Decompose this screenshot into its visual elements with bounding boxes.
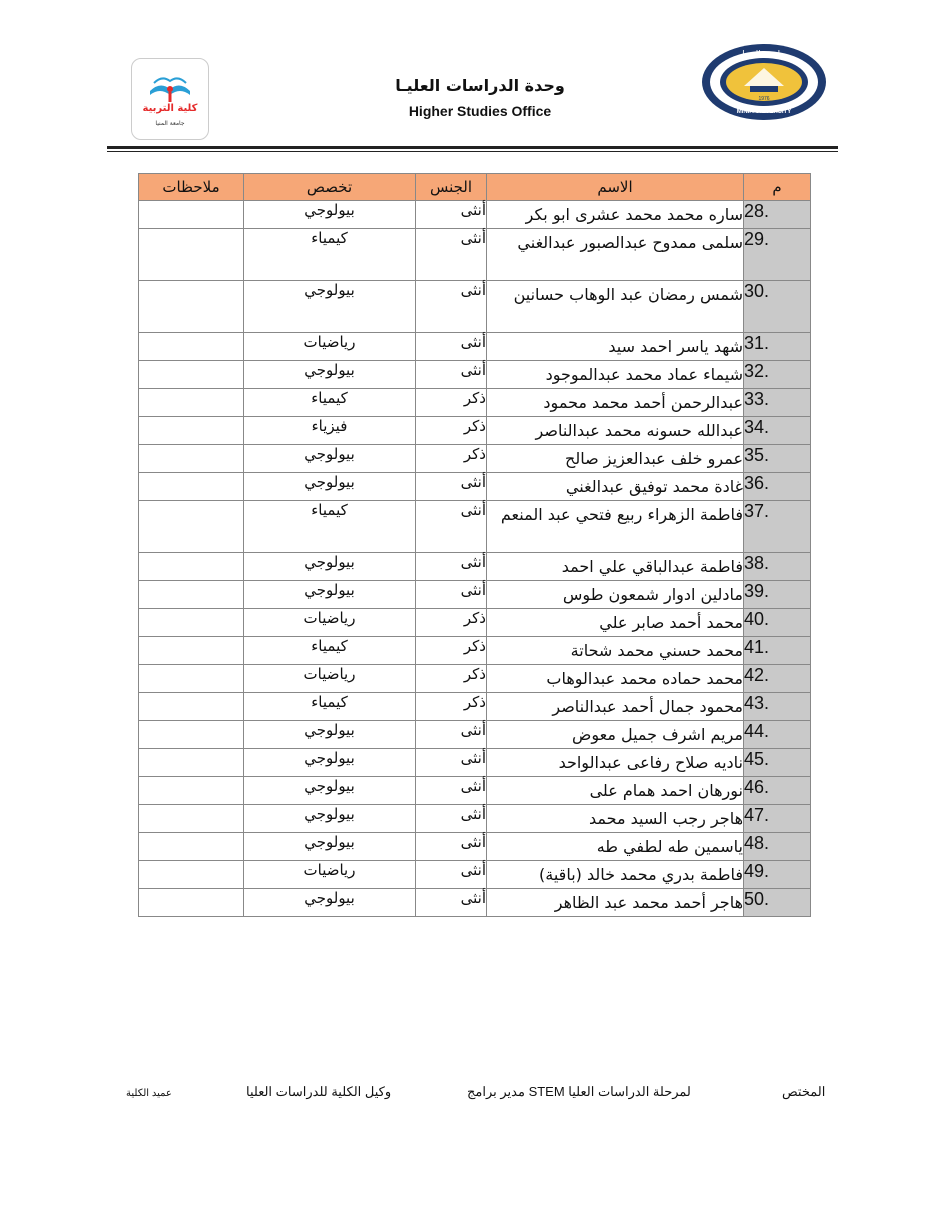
row-notes xyxy=(139,389,244,417)
row-name: شمس رمضان عبد الوهاب حسانين xyxy=(487,281,744,333)
row-gender: أنثى xyxy=(416,333,487,361)
row-number: 33. xyxy=(744,389,811,417)
row-number: 35. xyxy=(744,445,811,473)
row-name: محمد حماده محمد عبدالوهاب xyxy=(487,665,744,693)
row-gender: أنثى xyxy=(416,229,487,281)
table-row xyxy=(139,637,811,665)
row-number: 32. xyxy=(744,361,811,389)
row-gender: أنثى xyxy=(416,201,487,229)
row-gender: ذكر xyxy=(416,665,487,693)
row-name: ياسمين طه لطفي طه xyxy=(487,833,744,861)
table-row xyxy=(139,833,811,861)
row-name: عبدالرحمن أحمد محمد محمود xyxy=(487,389,744,417)
row-gender: ذكر xyxy=(416,417,487,445)
row-specialization: بيولوجي xyxy=(244,777,416,805)
table-row xyxy=(139,889,811,917)
row-number: 41. xyxy=(744,637,811,665)
row-number: 34. xyxy=(744,417,811,445)
row-number: 28. xyxy=(744,201,811,229)
row-specialization: بيولوجي xyxy=(244,749,416,777)
row-number: 43. xyxy=(744,693,811,721)
row-specialization: كيمياء xyxy=(244,229,416,281)
table-row xyxy=(139,389,811,417)
logo-left-title: كلية التربية xyxy=(142,103,198,114)
row-notes xyxy=(139,581,244,609)
header-divider-thin xyxy=(107,151,838,152)
row-specialization: كيمياء xyxy=(244,501,416,553)
row-notes xyxy=(139,201,244,229)
col-header-gender: الجنس xyxy=(416,174,487,201)
table-row xyxy=(139,201,811,229)
row-gender: أنثى xyxy=(416,281,487,333)
row-specialization: بيولوجي xyxy=(244,721,416,749)
row-notes xyxy=(139,637,244,665)
row-notes xyxy=(139,361,244,389)
signature-vice-dean: وكيل الكلية للدراسات العليا xyxy=(246,1084,392,1099)
row-number: 49. xyxy=(744,861,811,889)
col-header-number: م xyxy=(744,174,811,201)
row-name: نورهان احمد همام على xyxy=(487,777,744,805)
row-gender: أنثى xyxy=(416,749,487,777)
row-name: عمرو خلف عبدالعزيز صالح xyxy=(487,445,744,473)
row-name: فاطمة بدري محمد خالد (باقية) xyxy=(487,861,744,889)
row-name: مريم اشرف جميل معوض xyxy=(487,721,744,749)
row-name: فاطمة عبدالباقي علي احمد xyxy=(487,553,744,581)
row-gender: أنثى xyxy=(416,833,487,861)
row-specialization: بيولوجي xyxy=(244,889,416,917)
row-specialization: بيولوجي xyxy=(244,833,416,861)
row-notes xyxy=(139,805,244,833)
logo-right-english: MINIA UNIVERSITY xyxy=(736,109,792,115)
row-gender: ذكر xyxy=(416,609,487,637)
row-name: ناديه صلاح رفاعى عبدالواحد xyxy=(487,749,744,777)
col-header-name: الاسم xyxy=(487,174,744,201)
row-notes xyxy=(139,445,244,473)
row-notes xyxy=(139,501,244,553)
row-notes xyxy=(139,333,244,361)
row-notes xyxy=(139,609,244,637)
table-row xyxy=(139,805,811,833)
row-notes xyxy=(139,833,244,861)
table-row xyxy=(139,333,811,361)
row-specialization: رياضيات xyxy=(244,861,416,889)
row-gender: ذكر xyxy=(416,637,487,665)
row-number: 48. xyxy=(744,833,811,861)
row-specialization: رياضيات xyxy=(244,333,416,361)
row-specialization: بيولوجي xyxy=(244,201,416,229)
table-row xyxy=(139,417,811,445)
row-notes xyxy=(139,553,244,581)
row-specialization: كيمياء xyxy=(244,389,416,417)
table-row xyxy=(139,445,811,473)
row-notes xyxy=(139,229,244,281)
row-number: 45. xyxy=(744,749,811,777)
row-notes xyxy=(139,721,244,749)
row-number: 36. xyxy=(744,473,811,501)
row-number: 40. xyxy=(744,609,811,637)
row-gender: ذكر xyxy=(416,693,487,721)
row-notes xyxy=(139,777,244,805)
row-number: 37. xyxy=(744,501,811,553)
office-title-arabic: وحدة الدراسات العليـا xyxy=(395,76,565,95)
table-row xyxy=(139,609,811,637)
row-gender: أنثى xyxy=(416,501,487,553)
row-specialization: بيولوجي xyxy=(244,805,416,833)
row-notes xyxy=(139,417,244,445)
row-name: فاطمة الزهراء ربيع فتحي عبد المنعم xyxy=(487,501,744,553)
row-number: 46. xyxy=(744,777,811,805)
table-row xyxy=(139,229,811,281)
university-logo xyxy=(700,42,828,122)
row-name: ساره محمد محمد عشرى ابو بكر xyxy=(487,201,744,229)
row-name: هاجر رجب السيد محمد xyxy=(487,805,744,833)
row-notes xyxy=(139,693,244,721)
faculty-logo xyxy=(131,58,209,140)
row-gender: ذكر xyxy=(416,445,487,473)
row-number: 44. xyxy=(744,721,811,749)
row-notes xyxy=(139,665,244,693)
students-table xyxy=(138,173,811,917)
table-row xyxy=(139,501,811,553)
table-row xyxy=(139,693,811,721)
header-divider xyxy=(107,146,838,149)
row-name: هاجر أحمد محمد عبد الظاهر xyxy=(487,889,744,917)
row-name: عبدالله حسونه محمد عبدالناصر xyxy=(487,417,744,445)
row-specialization: فيزياء xyxy=(244,417,416,445)
signature-dean: عميد الكلية xyxy=(126,1088,172,1099)
row-gender: أنثى xyxy=(416,805,487,833)
row-notes xyxy=(139,473,244,501)
row-name: غادة محمد توفيق عبدالغني xyxy=(487,473,744,501)
row-name: مادلين ادوار شمعون طوس xyxy=(487,581,744,609)
row-gender: أنثى xyxy=(416,721,487,749)
row-specialization: رياضيات xyxy=(244,665,416,693)
row-notes xyxy=(139,889,244,917)
row-gender: أنثى xyxy=(416,861,487,889)
table-row xyxy=(139,777,811,805)
row-specialization: بيولوجي xyxy=(244,581,416,609)
row-gender: أنثى xyxy=(416,361,487,389)
row-gender: أنثى xyxy=(416,473,487,501)
row-gender: أنثى xyxy=(416,553,487,581)
row-number: 29. xyxy=(744,229,811,281)
logo-right-arabic: جامعة المنيا xyxy=(742,50,786,60)
logo-right-year: 1976 xyxy=(758,96,770,102)
row-name: شهد ياسر احمد سيد xyxy=(487,333,744,361)
signature-specialist: المختص xyxy=(782,1084,826,1099)
col-header-notes: ملاحظات xyxy=(139,174,244,201)
row-gender: أنثى xyxy=(416,777,487,805)
table-row xyxy=(139,749,811,777)
row-gender: أنثى xyxy=(416,581,487,609)
row-gender: ذكر xyxy=(416,389,487,417)
row-notes xyxy=(139,281,244,333)
table-row xyxy=(139,861,811,889)
table-row xyxy=(139,553,811,581)
row-name: سلمى ممدوح عبدالصبور عبدالغني xyxy=(487,229,744,281)
office-title-english: Higher Studies Office xyxy=(408,103,552,119)
table-row xyxy=(139,581,811,609)
row-specialization: كيمياء xyxy=(244,693,416,721)
table-row xyxy=(139,281,811,333)
row-number: 42. xyxy=(744,665,811,693)
row-name: محمد أحمد صابر علي xyxy=(487,609,744,637)
table-row xyxy=(139,721,811,749)
row-specialization: رياضيات xyxy=(244,609,416,637)
row-notes xyxy=(139,749,244,777)
row-number: 31. xyxy=(744,333,811,361)
row-specialization: بيولوجي xyxy=(244,281,416,333)
row-number: 50. xyxy=(744,889,811,917)
row-name: محمد حسني محمد شحاتة xyxy=(487,637,744,665)
row-notes xyxy=(139,861,244,889)
signature-stem-director: مدير برامج STEM لمرحلة الدراسات العليا xyxy=(467,1084,691,1099)
table-row xyxy=(139,665,811,693)
row-specialization: بيولوجي xyxy=(244,445,416,473)
row-specialization: بيولوجي xyxy=(244,553,416,581)
row-gender: أنثى xyxy=(416,889,487,917)
logo-left-sub: جامعة المنيا xyxy=(155,120,185,127)
row-specialization: بيولوجي xyxy=(244,361,416,389)
table-row xyxy=(139,361,811,389)
row-name: محمود جمال أحمد عبدالناصر xyxy=(487,693,744,721)
row-number: 47. xyxy=(744,805,811,833)
col-header-specialization: تخصص xyxy=(244,174,416,201)
row-number: 38. xyxy=(744,553,811,581)
row-number: 30. xyxy=(744,281,811,333)
table-row xyxy=(139,473,811,501)
table-header-row xyxy=(139,174,811,201)
row-name: شيماء عماد محمد عبدالموجود xyxy=(487,361,744,389)
row-specialization: بيولوجي xyxy=(244,473,416,501)
row-specialization: كيمياء xyxy=(244,637,416,665)
row-number: 39. xyxy=(744,581,811,609)
